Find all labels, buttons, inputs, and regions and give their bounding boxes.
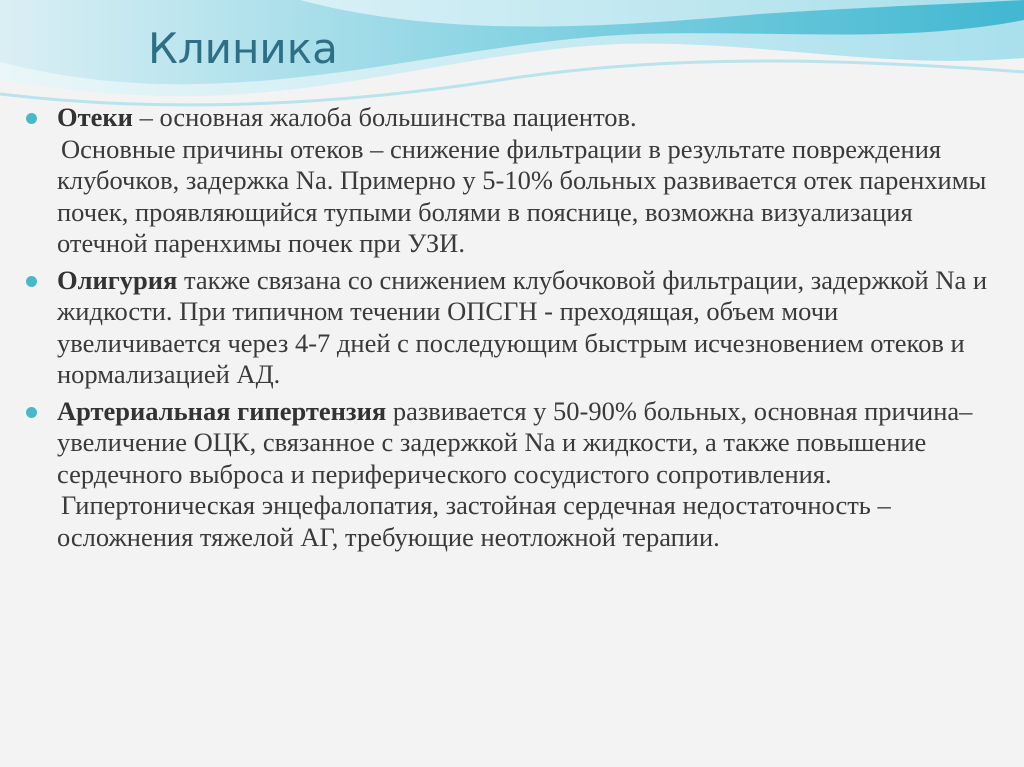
list-item-hypertension — [24, 396, 1004, 554]
bullet-icon — [26, 276, 37, 287]
subtext-hypertension-complications: Гипертоническая энцефалопатия, застойная сердечная недостаточность – осложнения тяжелой АГ, требующие неотложной терапии. — [57, 490, 891, 552]
subtext-edema-causes: Основные причины отеков – снижение фильтрации в результате повреждения клубочков, задержка Na. Примерно у 5-10% больных развивается отек паренхимы почек, проявляющийся тупыми болями в пояснице, возможна визуализация отечной паренхимы почек при УЗИ. — [57, 133, 987, 258]
term-edema: Отеки — [57, 102, 133, 132]
bullet-icon — [26, 407, 37, 418]
list-item-oliguria — [24, 265, 1004, 391]
slide-title: Клиника — [148, 24, 338, 73]
term-oliguria: Олигурия — [57, 264, 178, 295]
term-hypertension: Артериальная гипертензия — [57, 395, 387, 426]
text-hypertension: развивается у 50-90% больных, основная причина– увеличение ОЦК, связанное с задержкой Na и жидкости, а также повышение сердечного выброса и периферического сосудистого сопротивления. — [57, 395, 973, 489]
text-edema: – основная жалоба большинства пациентов. — [132, 102, 637, 132]
list-item-edema — [24, 102, 1004, 260]
text-oliguria: также связана со снижением клубочковой фильтрации, задержкой Na и жидкости. При типичном течении ОПСГН - преходящая, объем мочи увеличивается через 4-7 дней с последующим быстрым исчезновением отеков и нормализацией АД. — [57, 264, 988, 389]
bullet-icon — [26, 113, 37, 124]
slide-content — [24, 102, 1004, 553]
